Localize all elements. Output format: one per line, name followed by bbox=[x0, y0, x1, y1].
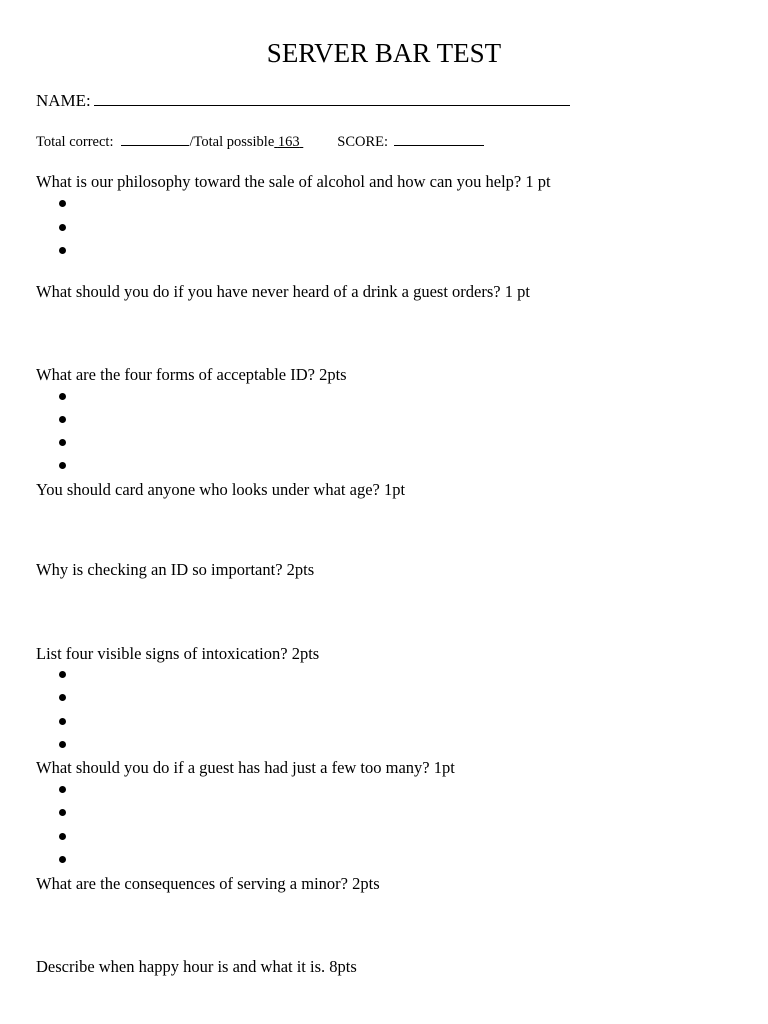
bullet-point bbox=[59, 741, 66, 748]
page-title: SERVER BAR TEST bbox=[266, 38, 502, 68]
bullet-point bbox=[59, 671, 66, 678]
question-8: What are the consequences of serving a minor? 2pts bbox=[36, 874, 380, 893]
bullet-point bbox=[59, 718, 66, 725]
total-correct-label: Total correct: bbox=[36, 134, 114, 150]
question-1: What is our philosophy toward the sale of alcohol and how can you help? 1 pt bbox=[36, 172, 551, 191]
total-possible-label: /Total possible bbox=[189, 134, 275, 150]
score-row bbox=[36, 133, 484, 151]
question-3: What are the four forms of acceptable ID? 2pts bbox=[36, 365, 347, 384]
bullet-point bbox=[59, 786, 66, 793]
question-7: What should you do if a guest has had just a few too many? 1pt bbox=[36, 758, 455, 777]
bullet-point bbox=[59, 416, 66, 423]
name-blank-line bbox=[94, 91, 570, 106]
bullet-point bbox=[59, 247, 66, 254]
question-9: Describe when happy hour is and what it is. 8pts bbox=[36, 957, 357, 976]
bullet-point bbox=[59, 809, 66, 816]
question-5: Why is checking an ID so important? 2pts bbox=[36, 560, 315, 579]
score-blank bbox=[394, 133, 484, 146]
total-correct-blank bbox=[121, 133, 189, 146]
question-2: What should you do if you have never heard of a drink a guest orders? 1 pt bbox=[36, 282, 530, 301]
bullet-point bbox=[59, 439, 66, 446]
bullet-point bbox=[59, 856, 66, 863]
bullet-point bbox=[59, 393, 66, 400]
question-4: You should card anyone who looks under what age? 1pt bbox=[36, 480, 406, 499]
question-6: List four visible signs of intoxication? 2pts bbox=[36, 644, 320, 663]
total-possible-value: 163 bbox=[277, 134, 300, 150]
bullet-point bbox=[59, 200, 66, 207]
bullet-point bbox=[59, 224, 66, 231]
name-row bbox=[36, 91, 570, 111]
bullet-point bbox=[59, 694, 66, 701]
bullet-point bbox=[59, 833, 66, 840]
name-label: NAME: bbox=[36, 91, 91, 110]
score-label: SCORE: bbox=[337, 134, 389, 150]
bullet-point bbox=[59, 462, 66, 469]
